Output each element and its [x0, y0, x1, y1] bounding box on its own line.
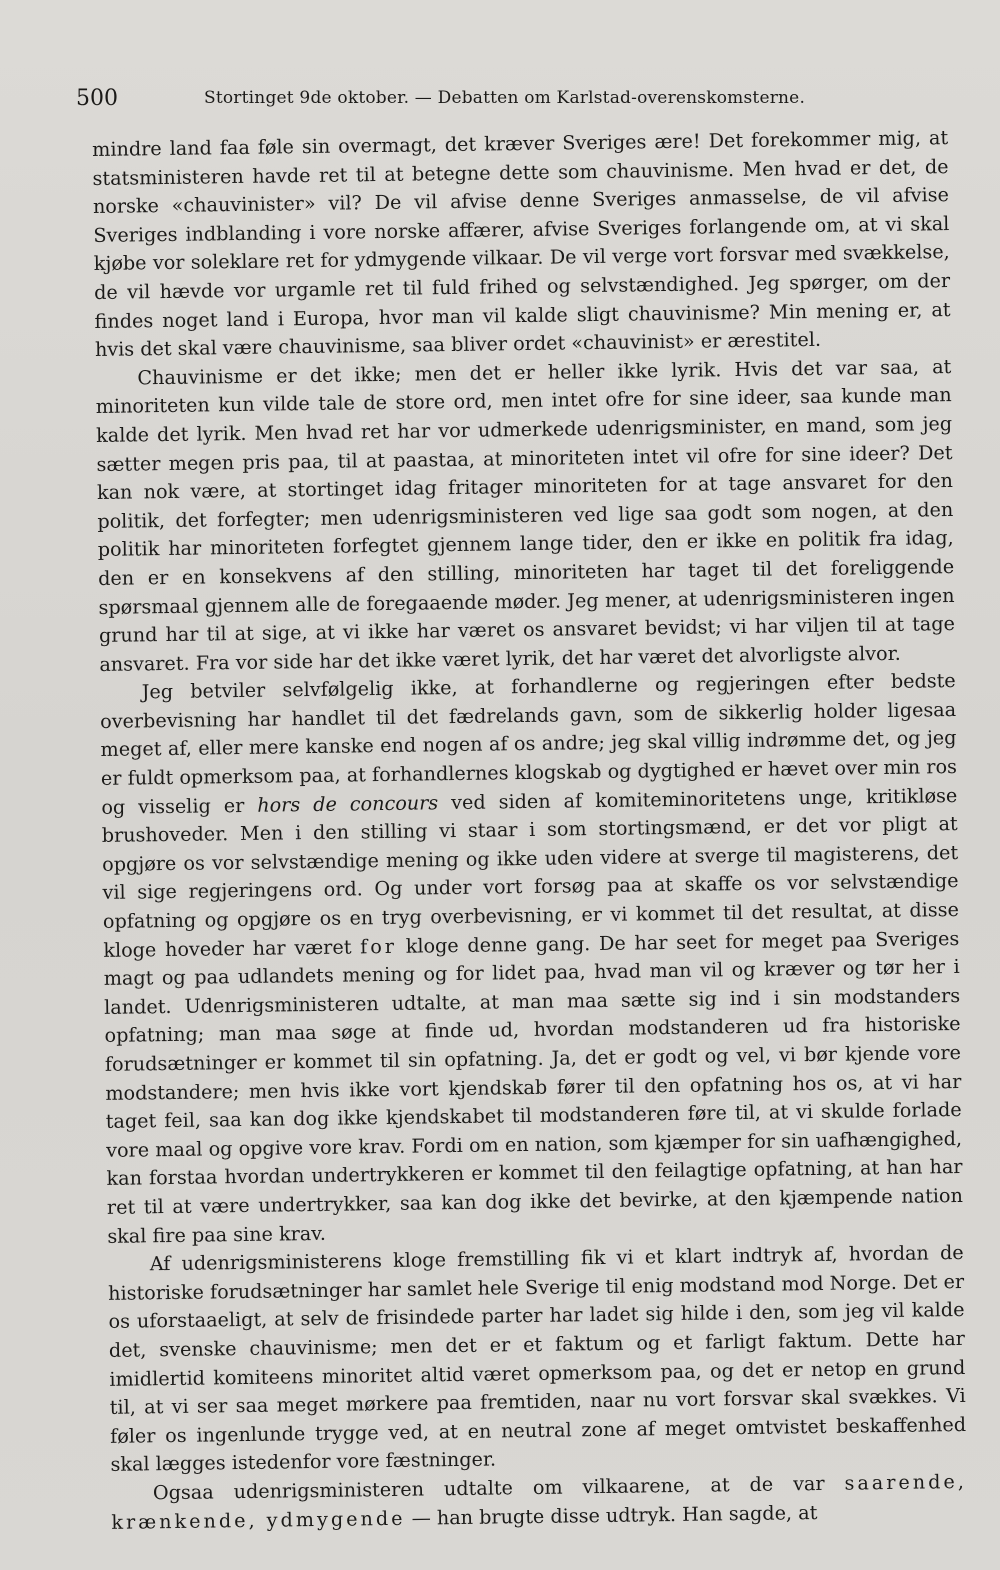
paragraph-5-spaced: saarende, krænkende, ydmygende: [111, 1469, 968, 1534]
paragraph-3-part-a: Jeg betviler selvfølgelig ikke, at forhandlerne og regjeringen efter bedste overbevisning har handlet til det fædrelands gavn, som de sikkerlig holder ligesaa meget af, eller mere kanske end nogen af os andre; jeg skal villig indrømme det, og jeg er fuldt opmerksom paa, at forhandlernes klogskab og dygtighed er hævet over min ros og visselig er: [100, 669, 958, 819]
paragraph-3-part-c: kloge denne gang. De har seet for meget paa Sveriges magt og paa udlandets mening og for lidet paa, hvad man vil og kræver og tør her i landet. Udenrigsministeren udtalte, at man maa sætte sig ind i sin modstanders opfatning; man maa søge at finde ud, hvordan modstanderen ud fra historiske forudsætninger er kommet til sin opfatning. Ja, det er godt og vel, vi bør kjende vore modstandere; men hvis ikke vort kjendskab fører til den opfatning hos os, at vi har taget feil, saa kan dog ikke kjendskabet til modstanderen føre til, at vi skulde forlade vore maal og opgive vore krav. Fordi om en nation, som kjæmper for sin uafhængighed, kan forstaa hvordan undertrykkeren er kommet til den feilagtige opfatning, at han har ret til at være undertrykker, saa kan dog ikke det bevirke, at den kjæmpende nation skal fire paa sine krav.: [103, 926, 964, 1248]
paragraph-3-italic: hors de concours: [257, 790, 439, 817]
paragraph-5-part-a: Ogsaa udenrigsministeren udtalte om vilkaarene, at de var: [152, 1471, 825, 1505]
paragraph-5-part-b: — han brugte disse udtryk. Han sagde, at: [411, 1500, 818, 1530]
running-head: Stortinget 9de oktober. — Debatten om Karlstad-overenskomsterne.: [204, 88, 806, 108]
paragraph-2: Chauvinisme er det ikke; men det er heller ikke lyrik. Hvis det var saa, at minoriteten kun vilde tale de store ord, men intet ofre for sine ideer, saa kunde man kalde det lyrik. Men hvad ret har vor udmerkede udenrigsminister, en mand, som jeg sætter megen pris paa, til at paastaa, at minoriteten intet vil ofre for sine ideer? Det kan nok være, at stortinget idag fritager minoriteten for at tage ansvaret for den politik, det forfegter; men udenrigsministeren ved lige saa godt som nogen, at den politik har minoriteten forfegtet gjennem lange tider, den er ikke en politik fra idag, den er en konsekvens af den stilling, minoriteten har taget til det foreliggende spørsmaal gjennem alle de foregaaende møder. Jeg mener, at udenrigsministeren ingen grund har til at sige, at vi ikke har været os ansvaret bevidst; vi har viljen til at tage ansvaret. Fra vor side har det ikke været lyrik, det har været det alvorligste alvor.: [95, 354, 956, 676]
paragraph-3-part-b: ved siden af komiteminoritetens unge, kritikløse brushoveder. Men i den stilling vi staar i som stortingsmænd, er det vor pligt at opgjøre os vor selvstændige mening og ikke uden videre at sverge til magisterens, det vil sige regjeringens ord. Og under vort forsøg paa at skaffe os vor selvstændige opfatning og opgjøre os en tryg overbevisning, er vi kommet til det resultat, at disse kloge hoveder har været: [101, 783, 960, 962]
paragraph-5: [111, 1468, 968, 1537]
paragraph-4: Af udenrigsministerens kloge fremstilling fik vi et klart indtryk af, hvordan de historiske forudsætninger har samlet hele Sverige til enig modstand mod Norge. Det er os uforstaaeligt, at selv de frisindede parter har ladet sig hilde i den, som jeg vil kalde det, svenske chauvinisme; men det er et faktum og et farligt faktum. Dette har imidlertid komiteens minoritet altid været opmerksom paa, og det er netop en grund til, at vi ser saa meget mørkere paa fremtiden, naar nu vort forsvar skal svækkes. Vi føler os ingenlunde trygge ved, at en neutral zone af meget omtvistet beskaffenhed skal lægges istedenfor vore fæstninger.: [107, 1241, 967, 1477]
paragraph-1: mindre land faa føle sin overmagt, det kræver Sveriges ære! Det forekommer mig, at statsministeren havde ret til at betegne dette som chauvinisme. Men hvad er det, de norske «chauvinister» vil? De vil afvise denne Sveriges anmasselse, de vil afvise Sveriges indblanding i vore norske affærer, afvise Sveriges forlangende om, at vi skal kjøbe vor soleklare ret for ydmygende vilkaar. De vil verge vort forsvar med svækkelse, de vil hævde vor urgamle ret til fuld frihed og selvstændighed. Jeg spørger, om der findes noget land i Europa, hvor man vil kalde sligt chauvinisme? Min mening er, at hvis det skal være chauvinisme, saa bliver ordet «chauvinist» er ærestitel.: [92, 126, 951, 362]
paragraph-3: [100, 667, 964, 1251]
page-header: [66, 84, 936, 118]
page-number: 500: [76, 86, 118, 111]
paragraph-3-spaced: for: [360, 934, 398, 958]
body-text: [92, 124, 967, 1537]
